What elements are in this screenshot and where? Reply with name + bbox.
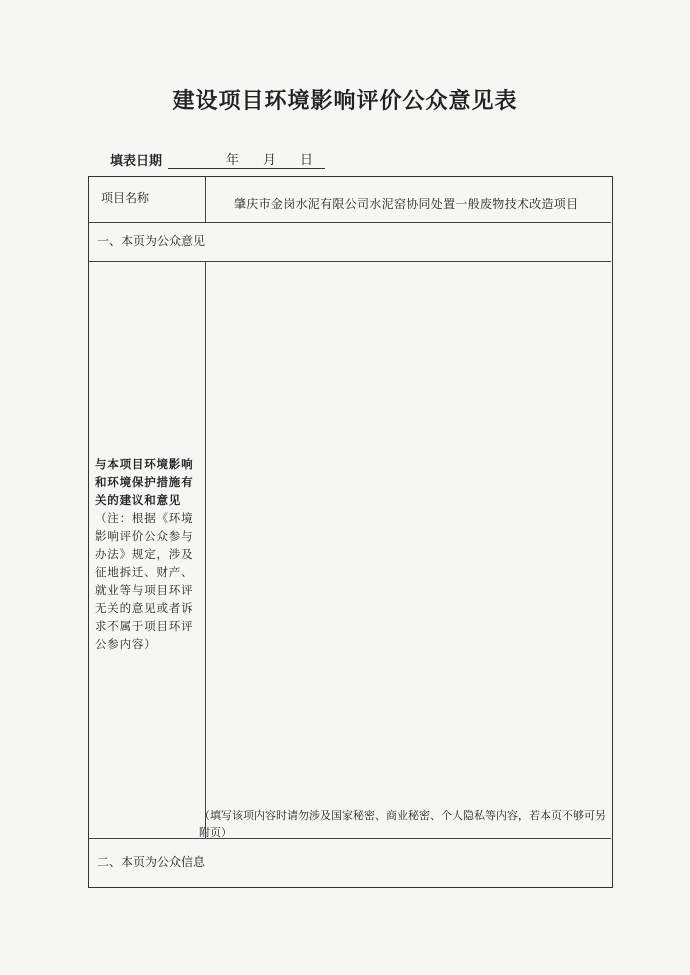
opinion-label-note: （注：根据《环境影响评价公众参与办法》规定，涉及征地拆迁、财产、就业等与项目环评无关的意见或者诉求不属于项目环评公参内容）	[95, 511, 194, 651]
project-name-label: 项目名称	[101, 191, 150, 205]
date-label: 填表日期	[110, 154, 163, 169]
row-divider	[89, 261, 611, 262]
date-field[interactable]	[168, 150, 325, 169]
opinion-fill-note: （填写该项内容时请勿涉及国家秘密、商业秘密、个人隐私等内容，若本页不够可另附页）	[199, 809, 606, 839]
opinion-label	[95, 455, 203, 653]
date-day: 日	[300, 153, 314, 168]
project-name-value: 肇庆市金岗水泥有限公司水泥窑协同处置一般废物技术改造项目	[234, 197, 579, 211]
date-year: 年	[226, 153, 240, 168]
column-divider	[205, 261, 206, 838]
section-public-info-heading: 二、本页为公众信息	[97, 855, 206, 869]
column-divider	[205, 177, 206, 222]
opinion-input-area[interactable]	[207, 263, 609, 803]
section-public-opinion-heading: 一、本页为公众意见	[97, 234, 206, 248]
opinion-table	[88, 176, 613, 888]
date-month: 月	[263, 153, 277, 168]
opinion-label-main: 与本项目环境影响和环境保护措施有关的建议和意见	[95, 457, 194, 507]
form-title: 建设项目环境影响评价公众意见表	[172, 88, 518, 114]
date-row	[110, 150, 325, 169]
row-divider	[89, 222, 611, 223]
